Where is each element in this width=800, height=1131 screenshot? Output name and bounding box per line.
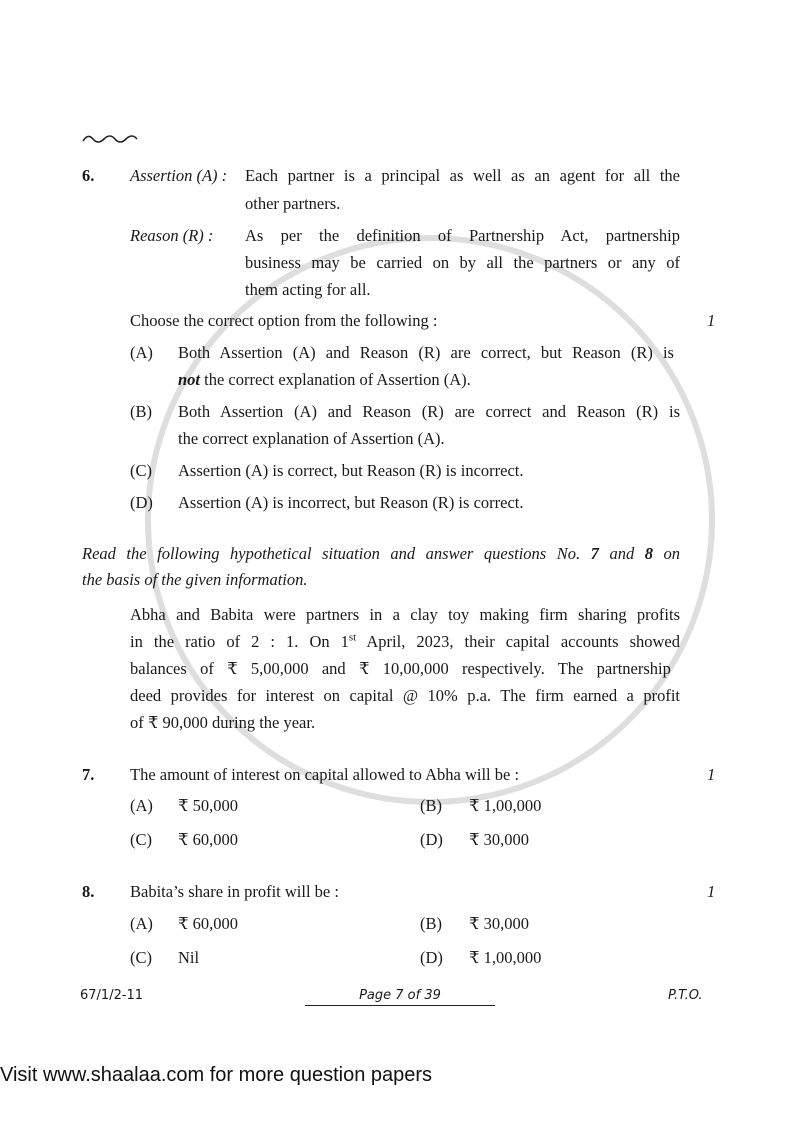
option-text: ₹ 50,000 [178,796,238,815]
assertion-text: Each partner is a principal as well as an agent for all the [245,166,680,185]
reason-text: them acting for all. [245,280,371,299]
case-text: deed provides for interest on capital @ 10% p.a. The firm earned a profit [130,686,680,705]
option-letter: (A) [130,796,153,815]
question-prompt: Choose the correct option from the following : [130,311,438,330]
question-number: 6. [82,166,95,185]
option-text [178,370,471,390]
case-intro-text: and [598,544,645,563]
case-text-part: in the ratio of 2 : 1. On 1 [130,632,349,651]
reason-label: Reason (R) : [130,226,214,245]
option-text: ₹ 60,000 [178,914,238,933]
option-letter: (D) [420,830,443,849]
option-letter: (C) [130,461,152,480]
option-text: Assertion (A) is incorrect, but Reason (R) is correct. [178,493,524,512]
case-intro-text: Read the following hypothetical situation and answer questions No. [82,544,591,563]
option-letter: (D) [130,493,153,512]
case-intro-text: on [652,544,681,563]
case-intro: the basis of the given information. [82,570,308,589]
page-number: Page 7 of 39 [305,988,495,1006]
option-text: ₹ 30,000 [469,914,529,933]
option-letter: (B) [420,914,442,933]
reason-text: As per the definition of Partnership Act, partnership [245,226,680,245]
option-text: ₹ 30,000 [469,830,529,849]
assertion-text: other partners. [245,194,341,213]
option-text: Assertion (A) is correct, but Reason (R) is incorrect. [178,461,524,480]
option-letter: (D) [420,948,443,967]
question-text: The amount of interest on capital allowed to Abha will be : [130,765,520,784]
marks: 1 [707,311,716,330]
assertion-label: Assertion (A) : [130,166,228,185]
emphasis: not [178,370,201,389]
option-letter: (B) [420,796,442,815]
option-text: ₹ 1,00,000 [469,948,542,967]
option-letter: (C) [130,830,152,849]
pto: P.T.O. [668,988,703,1003]
case-text: of ₹ 90,000 during the year. [130,713,316,732]
question-number: 7. [82,765,95,784]
option-text-rest: the correct explanation of Assertion (A). [200,370,471,389]
shaalaa-banner-link[interactable]: Visit www.shaalaa.com for more question papers [0,1064,433,1086]
option-letter: (C) [130,948,152,967]
case-text: balances of ₹ 5,00,000 and ₹ 10,00,000 respectively. The partnership [130,659,671,678]
option-letter: (A) [130,914,153,933]
marks: 1 [707,765,716,784]
option-text: Both Assertion (A) and Reason (R) are correct and Reason (R) is [178,402,680,421]
marks: 1 [707,882,716,901]
case-intro-q8: 8 [644,544,653,563]
reason-text: business may be carried on by all the partners or any of [245,253,680,272]
paper-code: 67/1/2-11 [80,988,144,1003]
question-text: Babita’s share in profit will be : [130,882,339,901]
option-text: Nil [178,948,200,967]
case-intro-q7: 7 [590,544,599,563]
option-text: Both Assertion (A) and Reason (R) are correct, but Reason (R) is [178,343,674,362]
case-text: Abha and Babita were partners in a clay toy making firm sharing profits [130,605,680,624]
case-text [130,632,680,652]
superscript: st [348,631,357,644]
wavy-line-icon [82,132,138,146]
case-intro [82,544,680,564]
option-letter: (B) [130,402,152,421]
option-text: ₹ 1,00,000 [469,796,542,815]
case-text-part: April, 2023, their capital accounts showed [356,632,680,651]
option-text: the correct explanation of Assertion (A). [178,429,445,448]
question-number: 8. [82,882,95,901]
option-text: ₹ 60,000 [178,830,238,849]
option-letter: (A) [130,343,153,362]
